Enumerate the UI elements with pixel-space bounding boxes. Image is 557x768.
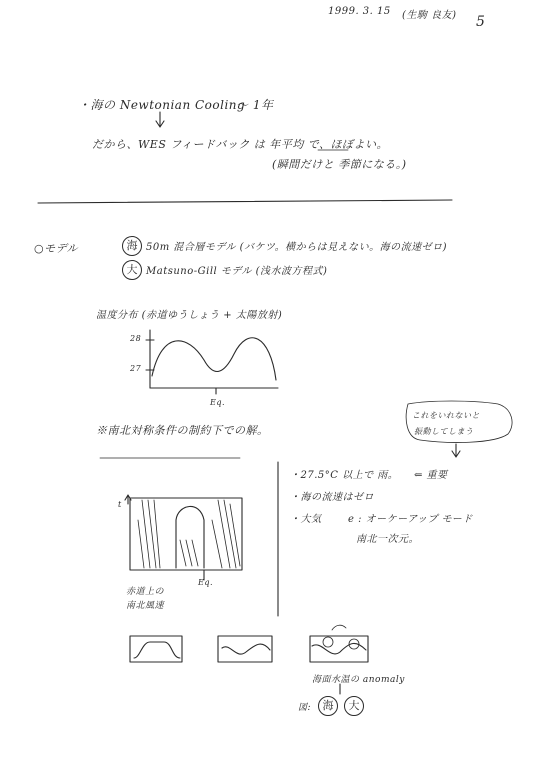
bottom-atm-marker: 大 [344, 696, 364, 716]
temperature-label: 温度分布 (赤道ゆうしょう + 太陽放射) [96, 310, 283, 321]
anomaly-curve [312, 643, 366, 653]
section-divider [38, 200, 452, 203]
note-atm-dim: 南北一次元。 [356, 534, 419, 545]
note-seasonal: (瞬間だけと 季節になる。) [272, 158, 407, 171]
bottom-panel-3 [310, 625, 368, 662]
relation-label: 図: [298, 703, 312, 713]
note-newtonian-cooling: ・海の Newtonian Cooling [78, 98, 246, 112]
header-author: (生駒 良友) [402, 10, 457, 21]
anomaly-label: 海面水温の anomaly [312, 675, 405, 685]
hatch-left [138, 500, 160, 568]
page-number: 5 [476, 14, 486, 30]
note-important: ⇐ 重要 [414, 470, 448, 481]
temp-tick-28: 28 [130, 334, 142, 343]
symmetric-note: ※南北対称条件の制約下での解。 [96, 424, 269, 437]
hatch-center [180, 540, 198, 566]
bubble-arrow-icon [452, 444, 460, 457]
down-arrow-icon [156, 112, 164, 127]
bottom-panel-1 [130, 636, 182, 662]
note-bubble [406, 401, 512, 442]
atm-model-text: Matsuno-Gill モデル (浅水波方程式) [146, 266, 328, 277]
ocean-marker: 海 [122, 236, 142, 256]
hatch-right [212, 500, 240, 568]
note-ocean-velocity: ・海の流速はゼロ [290, 492, 374, 503]
bubble-line2: 振動してしまう [414, 427, 474, 436]
bottom-panel-2 [218, 636, 272, 662]
note-wes-feedback: だから、WES フィードバック は 年平均 で、ほぼよい。 [92, 138, 389, 151]
bubble-line1: これをいれないと [412, 411, 480, 420]
hovmoller-caption-1: 赤道上の [126, 587, 165, 597]
wave-curve [222, 644, 270, 654]
bottom-ocean-marker: 海 [318, 696, 338, 716]
plateau-curve [134, 642, 180, 658]
models-heading: ○モデル [34, 242, 79, 255]
temperature-curve [152, 338, 276, 380]
note-atm-head: ・大気 [290, 514, 322, 525]
note-rain-threshold: ・27.5°C 以上で 雨。 [290, 470, 399, 481]
atm-marker: 大 [122, 260, 142, 280]
temperature-plot [146, 330, 278, 394]
hovmoller-eq-label: Eq. [198, 578, 214, 587]
note-one-year: 〜 1年 [236, 98, 274, 112]
hovmoller-caption-2: 南北風速 [126, 601, 165, 611]
hovmoller-t-label: t [118, 500, 122, 509]
anomaly-arc [332, 625, 346, 630]
temp-tick-27: 27 [130, 364, 142, 373]
temp-eq-label: Eq. [210, 398, 226, 407]
header-date: 1999. 3. 15 [328, 6, 391, 17]
anomaly-marker-left [323, 637, 333, 647]
note-atm-mode: e : オーケーアップ モード [348, 514, 473, 525]
hovmoller-diagram [125, 495, 242, 580]
ocean-model-text: 50m 混合層モデル (バケツ。横からは見えない。海の流速ゼロ) [146, 242, 448, 253]
